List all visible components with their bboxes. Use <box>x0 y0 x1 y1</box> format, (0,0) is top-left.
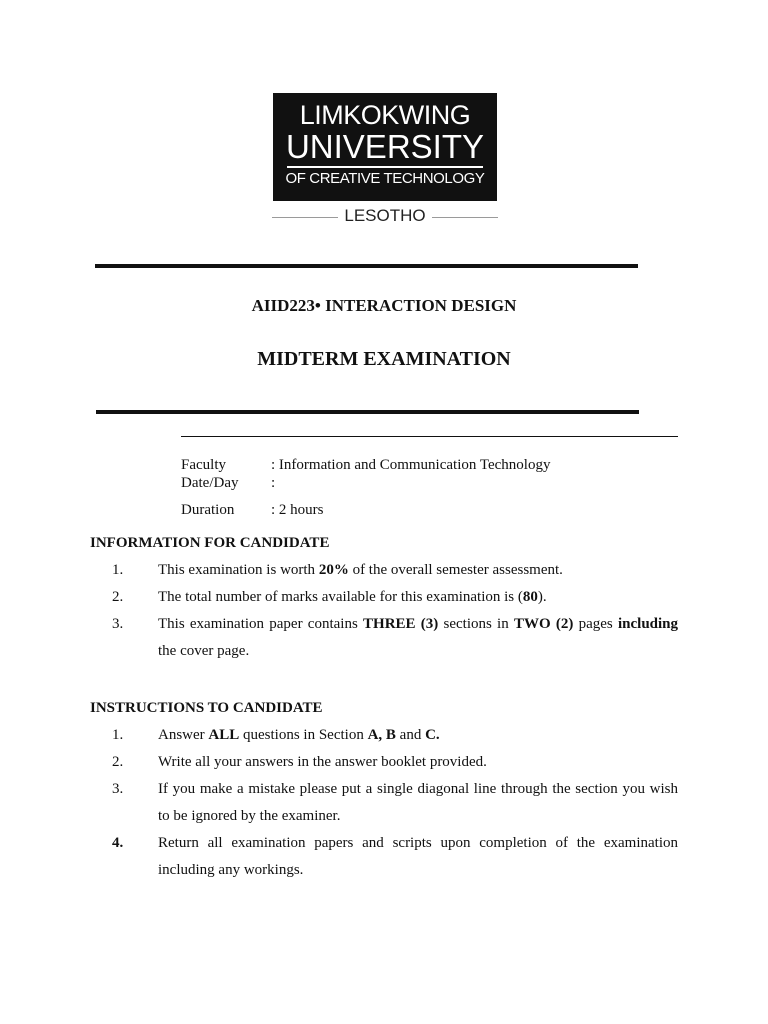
list-text: Write all your answers in the answer booklet provided. <box>158 754 487 770</box>
logo-subtitle <box>272 206 498 228</box>
meta-duration-value: : 2 hours <box>271 502 324 518</box>
logo-line-1: LIMKOKWING <box>299 100 471 130</box>
list-text: Answer ALL questions in Section A, B and C. <box>158 727 440 743</box>
exam-title: MIDTERM EXAMINATION <box>257 348 511 370</box>
meta-faculty-value: : Information and Communication Technology <box>271 457 551 473</box>
logo-sub-rule-right <box>432 217 498 218</box>
logo-line-2: UNIVERSITY <box>285 128 485 165</box>
logo-sub-rule-left <box>272 217 338 218</box>
instructions-heading: INSTRUCTIONS TO CANDIDATE <box>90 700 323 716</box>
list-number: 2. <box>112 589 124 605</box>
info-heading: INFORMATION FOR CANDIDATE <box>90 535 330 551</box>
list-number: 2. <box>112 754 124 770</box>
title-rule-bottom <box>96 410 639 414</box>
meta-date-value: : <box>271 475 276 491</box>
course-title: AIID223• INTERACTION DESIGN <box>251 296 517 315</box>
list-text: If you make a mistake please put a single diagonal line through the section you wish to be ignored by the examiner. <box>158 781 678 824</box>
meta-duration-label: Duration <box>181 502 235 518</box>
meta-date-label: Date/Day <box>181 475 239 491</box>
list-text: This examination paper contains THREE (3) sections in TWO (2) pages including the cover page. <box>158 616 679 659</box>
title-rule-top <box>95 264 638 268</box>
list-text: This examination is worth 20% of the overall semester assessment. <box>158 562 563 578</box>
list-number: 1. <box>112 727 124 743</box>
list-number: 3. <box>112 781 124 797</box>
list-number: 3. <box>112 616 124 632</box>
university-logo <box>273 93 497 201</box>
meta-faculty-label: Faculty <box>181 457 226 473</box>
list-text: Return all examination papers and scripts upon completion of the examination including any workings. <box>158 835 678 878</box>
logo-line-3: OF CREATIVE TECHNOLOGY <box>285 170 485 187</box>
logo-sub-text: LESOTHO <box>344 206 426 225</box>
list-text: The total number of marks available for this examination is (80). <box>158 589 547 605</box>
list-number: 4. <box>112 835 124 851</box>
logo-divider <box>287 166 483 168</box>
list-number: 1. <box>112 562 124 578</box>
meta-rule <box>181 436 678 437</box>
